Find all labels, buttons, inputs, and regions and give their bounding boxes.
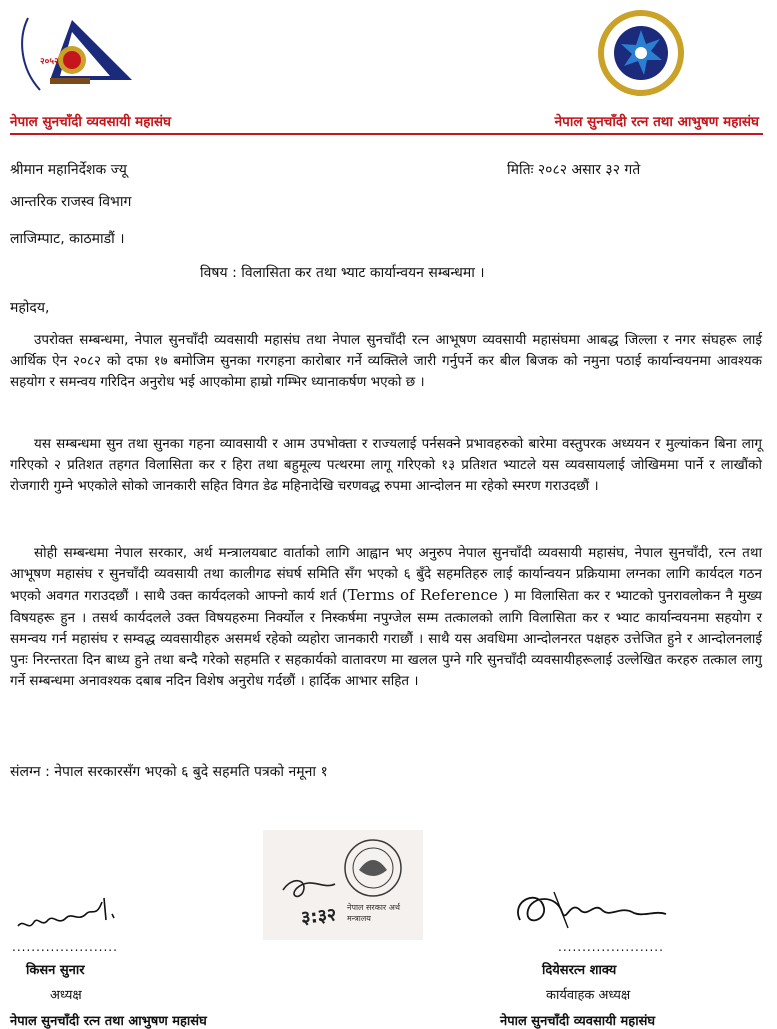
left-logo xyxy=(10,8,135,100)
left-signatory-org: नेपाल सुनचाँदी रत्न तथा आभुषण महासंघ xyxy=(10,1014,207,1029)
stamp-handwritten-date: ३:३२ xyxy=(300,904,338,929)
left-signature-graphic xyxy=(14,888,124,938)
paragraph-3 xyxy=(10,543,762,692)
right-org-name: नेपाल सुनचाँदी रत्न तथा आभुषण महासंघ xyxy=(554,114,759,130)
right-signatory-org: नेपाल सुनचाँदी व्यवसायी महासंघ xyxy=(500,1014,656,1029)
paragraph-2-text: यस सम्बन्धमा सुन तथा सुनका गहना व्यावसायी र आम उपभोक्ता र राज्यलाई पर्नसक्ने प्रभावहरुको बारेमा वस्तुपरक अध्ययन र मुल्यांकन बिना लागू गरिएको २ प्रतिशत तहगत विलासिता कर र हिरा तथा बहुमूल्य पत्थरमा लागू गरिएको १३ प्रतिशत भ्याटले यस व्यवसायलाई जोखिममा पार्ने र लाखौंको रोजगारी गुम्ने भएकोले सोको जानकारी सहित विगत डेढ महिनादेखि चरणवद्ध रुपमा आन्दोलन मा रहेको स्मरण गराउदछौं । xyxy=(10,436,762,495)
left-signature xyxy=(14,888,124,938)
left-signature-dots: ...................... xyxy=(12,940,118,954)
recipient-line-3: लाजिम्पाट, काठमाडौं । xyxy=(10,231,125,247)
svg-text:२०५२: २०५२ xyxy=(40,57,59,67)
attachment-note: संलग्न : नेपाल सरकारसँग भएको ६ बुदे सहमति पत्रको नमूना १ xyxy=(10,764,328,780)
left-logo-graphic xyxy=(10,8,135,100)
stamp-text: नेपाल सरकार अर्थ मन्त्रालय xyxy=(347,903,400,923)
recipient-line-2: आन्तरिक राजस्व विभाग xyxy=(10,194,132,210)
left-org-name: नेपाल सुनचाँदी व्यवसायी महासंघ xyxy=(10,114,172,130)
paragraph-2 xyxy=(10,434,762,498)
right-signature xyxy=(510,880,670,940)
left-signatory-title: अध्यक्ष xyxy=(50,988,82,1003)
date: मितिः २०८२ असार ३२ गते xyxy=(507,162,641,178)
left-signatory-name: किसन सुनार xyxy=(26,963,85,978)
right-signature-graphic xyxy=(510,880,670,940)
right-logo xyxy=(596,8,686,98)
salutation: महोदय, xyxy=(10,300,50,316)
paragraph-1-text: उपरोक्त सम्बन्धमा, नेपाल सुनचाँदी व्यवसायी महासंघ तथा नेपाल सुनचाँदी रत्न आभूषण व्यवसायी महासंघमा आबद्ध जिल्ला र नगर संघहरू लाई आर्थिक ऐन २०८२ को दफा १७ बमोजिम सुनका गरगहना कारोबार गर्ने व्यक्तिले जारी गर्नुपर्ने कर बील बिजक को नमुना पठाई कार्यान्वयनमा आवश्यक सहयोग र समन्वय गरिदिन अनुरोध भई आएकोमा हाम्रो गम्भिर ध्यानाकर्षण भएको छ । xyxy=(10,332,762,391)
right-signatory-name: दियेसरत्न शाक्य xyxy=(542,963,617,978)
header-divider xyxy=(10,133,763,135)
recipient-line-1: श्रीमान महानिर्देशक ज्यू xyxy=(10,162,127,178)
subject: विषय : विलासिता कर तथा भ्याट कार्यान्वयन सम्बन्धमा । xyxy=(200,265,485,281)
paragraph-3-text-a: सोही सम्बन्धमा नेपाल सरकार, अर्थ मन्त्रालयबाट वार्ताको लागि आह्वान भए अनुरुप नेपाल सुनचाँदी व्यवसायी महासंघ, नेपाल सुनचाँदी, रत्न तथा आभूषण महासंघ र सुनचाँदी व्यवसायी तथा कालीगढ संघर्ष समिति सँग भएको ६ बुँदे सहमतिहरु लाई कार्यान्वयन प्रक्रियामा लग्नका लागि कार्यदल गठन भएको अवगत गराउदछौं । साथै उक्त कार्यदलको आफ्नो कार्य शर्त xyxy=(10,545,762,605)
right-signature-dots: ...................... xyxy=(558,940,664,954)
office-stamp xyxy=(263,830,423,940)
terms-of-reference: (Terms of Reference ) xyxy=(341,586,510,605)
right-logo-graphic xyxy=(596,8,686,98)
paragraph-3-text-b: मा विलासिता कर र भ्याटको पुनरावलोकन नै मुख्य विषयहरू हुन । तसर्थ कार्यदलले उक्त विषयहरुमा निर्क्योल र निस्कर्षमा नपुग्जेल सम्म तत्कालको लागि विलासिता कर र भ्याट कार्यान्वयनमा सहयोग र समन्वय गर्न महासंघ र सम्वद्ध व्यवसायीहरु असमर्थ रहेको व्यहोरा जानकारी गराछौं । साथै यस अवधिमा आन्दोलनरत पक्षहरु उत्तेजित हुने र आन्दोलनलाई पुनः निरन्तरता दिन बाध्य हुने तथा बन्दै गरेको सहमति र सहकार्यको वातावरण मा खलल पुग्ने गरि सुनचाँदी व्यवसायीहरूलाई उल्लेखित करहरु तत्काल लागु गर्ने सम्बन्धमा अनावश्यक दबाब नदिन विशेष अनुरोध गर्दछौं । हार्दिक आभार सहित । xyxy=(10,588,762,690)
left-signatory xyxy=(10,940,207,1029)
paragraph-1 xyxy=(10,330,762,394)
right-signatory xyxy=(480,940,750,1029)
right-signatory-title: कार्यवाहक अध्यक्ष xyxy=(546,988,631,1003)
